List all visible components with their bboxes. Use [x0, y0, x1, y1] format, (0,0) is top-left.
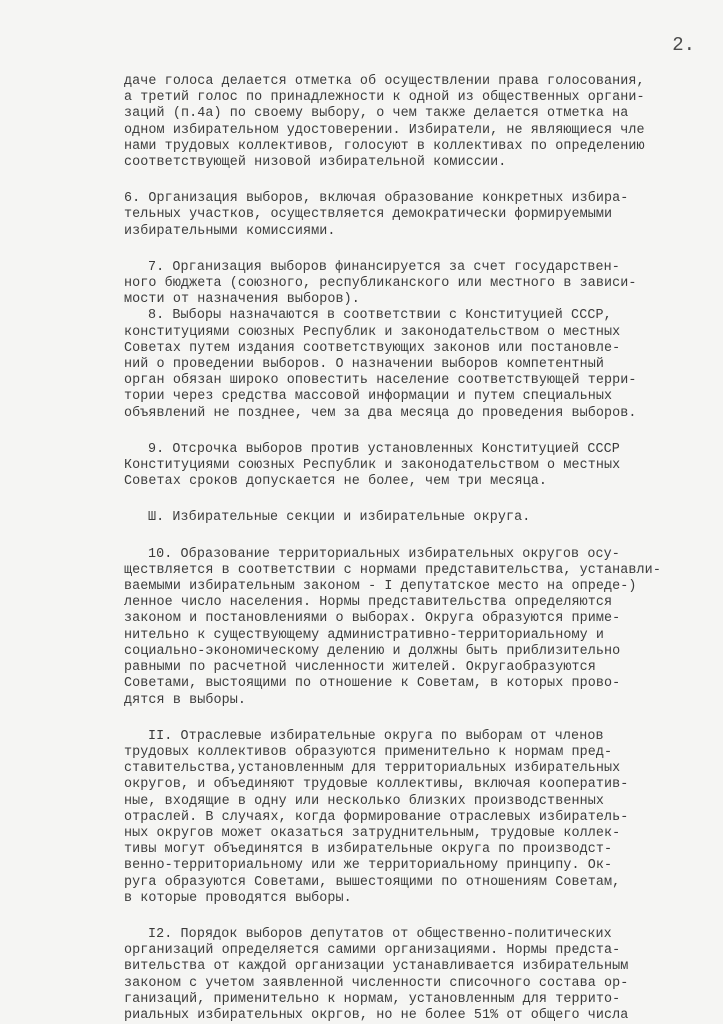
paragraph-item-12: [124, 927, 699, 1024]
paragraph-item-9: [124, 442, 699, 491]
paragraph-item-10: [124, 547, 699, 709]
text-line: 7. Организация выборов финансируется за счет государствен-: [148, 259, 620, 275]
paragraph-item-7: [124, 260, 699, 309]
text-line: законом и постановлениями о выборах. Округа образуются приме-: [124, 611, 621, 627]
heading-line: Ш. Избирательные секции и избирательные округа.: [148, 510, 531, 526]
text-line: ваемыми избирательным законом - I депутатское место на опреде-): [124, 579, 637, 595]
text-line: трудовых коллективов образуются применительно к нормам пред-: [124, 744, 613, 760]
text-line: тельных участков, осуществляется демократически формируемыми: [124, 207, 613, 223]
text-line: а третий голос по принадлежности к одной из общественных органи-: [124, 90, 645, 106]
text-line: избирательными комиссиями.: [124, 223, 336, 239]
text-line: мости от назначения выборов).: [124, 292, 360, 308]
text-line: отраслей. В случаях, когда формирование отраслевых избиратель-: [124, 809, 629, 825]
document-body: [124, 74, 699, 1024]
text-line: ставительства,установленным для территориальных избирательных: [124, 761, 621, 777]
text-line: законом с учетом заявленной численности списочного состава ор-: [124, 975, 629, 991]
text-line: тивы могут объединятся в избирательные округа по производст-: [124, 842, 613, 858]
text-line: ний о проведении выборов. О назначении выборов компетентный: [124, 357, 605, 373]
page-number: 2.: [672, 34, 695, 56]
paragraph-item-8: [124, 308, 699, 421]
text-line: вительства от каждой организации устанавливается избирательным: [124, 959, 629, 975]
text-line: Советами, выстоящими по отношение к Советам, в которых прово-: [124, 676, 621, 692]
text-line: дятся в выборы.: [124, 692, 247, 708]
text-line: соответствующей низовой избирательной комиссии.: [124, 155, 507, 171]
text-line: венно-территориальному или же территориальному принципу. Ок-: [124, 858, 613, 874]
text-line: 9. Отсрочка выборов против установленных Конституцией СССР: [148, 441, 620, 457]
text-line: ленное число населения. Нормы представительства определяются: [124, 595, 613, 611]
text-line: Конституциями союзных Республик и законодательством о местных: [124, 458, 621, 474]
text-line: ществляется в соответствии с нормами представительства, устанавли-: [124, 562, 661, 578]
text-line: ные, входящие в одну или несколько близких производственных: [124, 793, 605, 809]
text-line: округов, и объединяют трудовые коллективы, включая кооператив-: [124, 777, 629, 793]
text-line: заций (п.4а) по своему выбору, о чем также делается отметка на: [124, 106, 629, 122]
text-line: I2. Порядок выборов депутатов от общественно-политических: [148, 926, 612, 942]
text-line: конституциями союзных Республик и законодательством о местных: [124, 324, 621, 340]
text-line: 6. Организация выборов, включая образование конкретных избира-: [124, 191, 629, 207]
text-line: в которые проводятся выборы.: [124, 890, 352, 906]
section-heading: [124, 510, 699, 526]
text-line: социально-экономическому делению и должны быть приблизительно: [124, 643, 621, 659]
text-line: даче голоса делается отметка об осуществлении права голосования,: [124, 74, 645, 89]
text-line: нами трудовых коллективов, голосуют в коллективах по определению: [124, 138, 645, 154]
text-line: одном избирательном удостоверении. Избиратели, не являющиеся чле: [124, 122, 645, 138]
paragraph-item-6: [124, 191, 699, 240]
text-line: нительно к существующему административно-территориальному и: [124, 627, 605, 643]
text-line: 8. Выборы назначаются в соответствии с Конституцией СССР,: [148, 308, 612, 324]
text-line: тории через средства массовой информации и путем специальных: [124, 389, 613, 405]
text-line: руга образуются Советами, вышестоящими по отношениям Советам,: [124, 874, 621, 890]
text-line: Советах сроков допускается не более, чем три месяца.: [124, 474, 548, 490]
text-line: ных округов может оказаться затруднительным, трудовые коллек-: [124, 825, 621, 841]
text-line: объявлений не позднее, чем за два месяца до проведения выборов.: [124, 405, 637, 421]
text-line: ганизаций, применительно к нормам, установленным для террито-: [124, 991, 621, 1007]
paragraph-continuation: [124, 74, 699, 171]
text-line: орган обязан широко оповестить население соответствующей терри-: [124, 373, 637, 389]
text-line: Советах путем издания соответствующих законов или постановле-: [124, 340, 621, 356]
text-line: 10. Образование территориальных избирательных округов осу-: [148, 546, 620, 562]
text-line: ного бюджета (союзного, республиканского или местного в зависи-: [124, 276, 637, 292]
text-line: организаций определяется самими организациями. Нормы предста-: [124, 943, 621, 959]
paragraph-item-11: [124, 729, 699, 907]
text-line: равными по расчетной численности жителей. Округаобразуются: [124, 660, 596, 676]
text-line: риальных избирательных окргов, но не более 51% от общего числа: [124, 1007, 629, 1023]
text-line: II. Отраслевые избирательные округа по выборам от членов: [148, 728, 604, 744]
